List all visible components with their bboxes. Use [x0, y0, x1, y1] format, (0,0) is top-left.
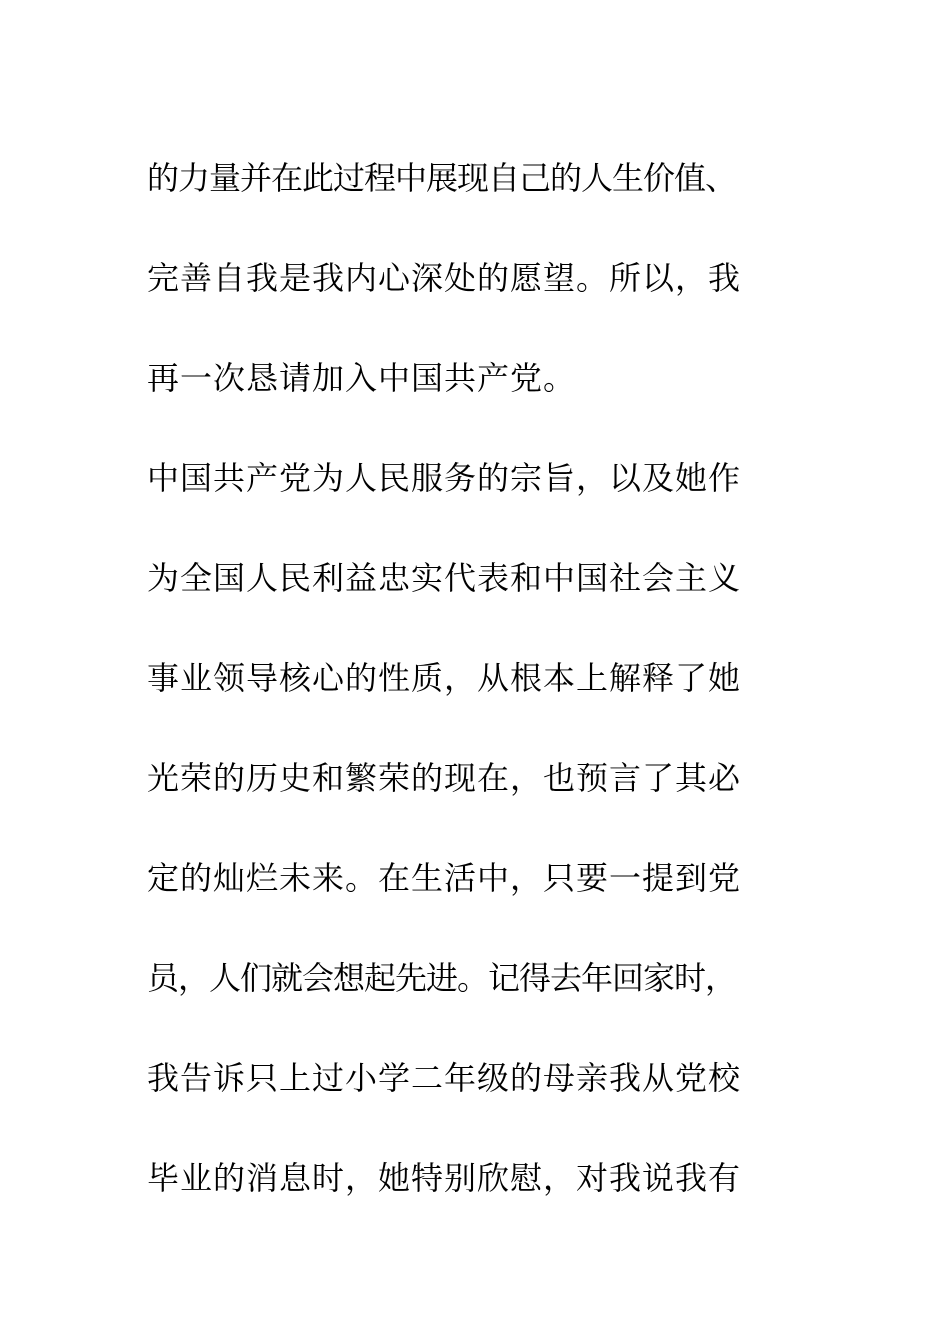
text-line: 光荣的历史和繁荣的现在，也预言了其必 [147, 759, 742, 797]
text-line: 再一次恳请加入中国共产党。 [147, 359, 577, 397]
text-line: 我告诉只上过小学二年级的母亲我从党校 [147, 1059, 742, 1097]
document-body [147, 128, 847, 1228]
text-line: 中国共产党为人民服务的宗旨，以及她作 [147, 459, 742, 497]
text-line: 完善自我是我内心深处的愿望。所以，我 [147, 259, 742, 297]
text-line: 为全国人民利益忠实代表和中国社会主义 [147, 559, 742, 597]
text-line: 定的灿烂未来。在生活中，只要一提到党 [147, 859, 742, 897]
text-line: 毕业的消息时，她特别欣慰，对我说我有 [147, 1159, 742, 1197]
text-line: 事业领导核心的性质，从根本上解释了她 [147, 659, 742, 697]
text-line: 的力量并在此过程中展现自己的人生价值、 [147, 159, 737, 197]
text-line: 员，人们就会想起先进。记得去年回家时， [147, 959, 737, 997]
